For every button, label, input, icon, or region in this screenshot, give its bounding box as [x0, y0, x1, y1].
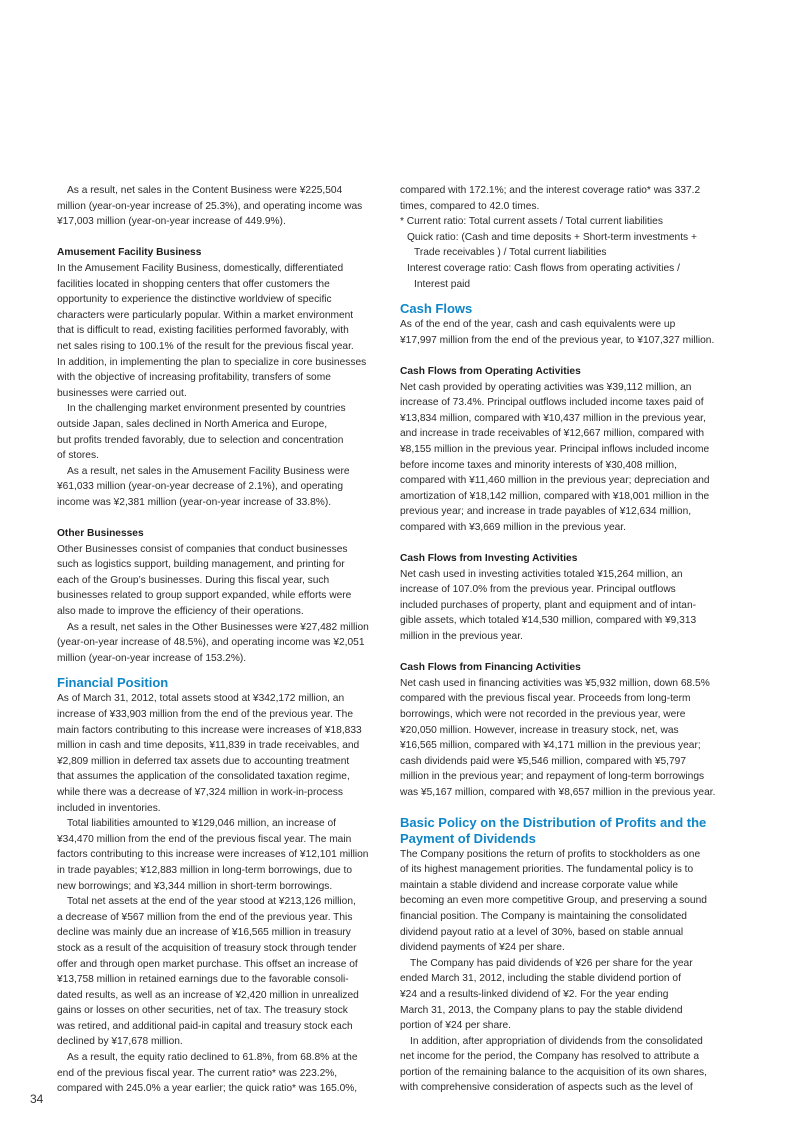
footnote-quick-ratio-cont: Trade receivables ) / Total current liabilities — [414, 247, 607, 259]
right-column — [400, 183, 722, 1096]
equity-ratio-paragraph: As a result, the equity ratio declined to 61.8%, from 68.8% at the end of the previous fiscal year. The current ratio* was 223.2%, compared with 245.0% a year earlier; the quick ratio* was 165.0%, — [57, 1052, 358, 1095]
left-column — [57, 183, 379, 1097]
amusement-facility-heading: Amusement Facility Business — [57, 247, 202, 259]
investing-activities-paragraph: Net cash used in investing activities totaled ¥15,264 million, an increase of 107.0% from the previous year. Principal outflows included purchases of property, plant and equipment and of intan- gible assets, which totaled ¥14,530 million, compared with ¥9,313 million in the previous year. — [400, 568, 697, 643]
ratio-footnote — [400, 214, 722, 292]
other-businesses-paragraph: Other Businesses consist of companies that conduct businesses such as logistics support, building management, and printing for each of the Group’s businesses. During this fiscal year, such businesses related to group support expanded, while efforts were also made to improve the efficiency of their operations. — [57, 543, 352, 618]
cash-flows-paragraph: As of the end of the year, cash and cash equivalents were up ¥17,997 million from the end of the previous year, to ¥107,327 million. — [400, 319, 715, 346]
total-assets-paragraph: As of March 31, 2012, total assets stood at ¥342,172 million, an increase of ¥33,903 million from the end of the previous year. The main factors contributing to this increase were increases of ¥18,833 million in cash and time deposits, ¥11,839 in trade receivables, and ¥2,809 million in deferred tax assets due to accounting treatment that assumes the application of the consolidated taxation regime, while there was a decrease of ¥7,324 million in work-in-process included in inventories. — [57, 693, 362, 814]
dividend-paid-paragraph: The Company has paid dividends of ¥26 per share for the year ended March 31, 2012, including the stable dividend portion of ¥24 and a results-linked dividend of ¥2. For the year ending March 31, 2013, the Company plans to pay the stable dividend portion of ¥24 per share. — [400, 957, 693, 1032]
total-liabilities-paragraph: Total liabilities amounted to ¥129,046 million, an increase of ¥34,470 million from the end of the previous fiscal year. The main factors contributing to this increase were increases of ¥12,101 million in trade payables; ¥12,883 million in long-term borrowings, due to new borrowings; and ¥3,344 million in short-term borrowings. — [57, 818, 369, 892]
other-businesses-heading: Other Businesses — [57, 528, 144, 540]
amusement-result-paragraph: As a result, net sales in the Amusement Facility Business were ¥61,033 million (year-on-year decrease of 2.1%), and operating income was ¥2,381 million (year-on-year increase of 33.8%). — [57, 465, 350, 508]
dividend-policy-paragraph: The Company positions the return of profits to stockholders as one of its highest management priorities. The fundamental policy is to maintain a stable dividend and increase corporate value while becoming an even more competitive Group, and preserving a sound financial position. The Company is maintaining the consolidated dividend payout ratio at a level of 30%, based on stable annual dividend payments of ¥24 per share. — [400, 848, 707, 954]
financial-position-heading: Financial Position — [57, 675, 169, 691]
financing-activities-heading: Cash Flows from Financing Activities — [400, 662, 581, 674]
operating-activities-heading: Cash Flows from Operating Activities — [400, 365, 581, 377]
dividend-policy-heading: Basic Policy on the Distribution of Profits and the Payment of Dividends — [400, 814, 707, 846]
financing-activities-paragraph: Net cash used in financing activities was ¥5,932 million, down 68.5% compared with the previous fiscal year. Proceeds from long-term borrowings, which were not recorded in the previous year, were ¥20,050 million. However, increase in treasury stock, net, was ¥16,565 million, compared with ¥4,171 million in the previous year; cash dividends paid were ¥5,546 million, compared with ¥5,797 million in the previous year; and repayment of long-term borrowings was ¥5,167 million, compared with ¥8,657 million in the previous year. — [400, 677, 716, 798]
amusement-facility-paragraph: In the Amusement Facility Business, domestically, differentiated facilities located in shopping centers that offer customers the opportunity to experience the distinctive worldview of specific characters were particularly popular. Within a market environment that is difficult to read, existing facilities performed favorably, with net sales rising to 100.1% of the result for the previous fiscal year. In addition, in implementing the plan to specialize in core businesses with the objective of increasing profitability, transfers of some businesses were carried out. — [57, 262, 367, 399]
ratio-continuation-paragraph: compared with 172.1%; and the interest coverage ratio* was 337.2 times, compared to 42.0 times. — [400, 185, 701, 212]
footnote-interest-coverage: Interest coverage ratio: Cash flows from operating activities / — [407, 262, 680, 274]
share-acquisition-paragraph: In addition, after appropriation of dividends from the consolidated net income for the period, the Company has resolved to attribute a portion of the remaining balance to the acquisition of its own shares, with comprehensive consideration of aspects such as the level of — [400, 1035, 707, 1094]
cash-flows-heading: Cash Flows — [400, 301, 473, 317]
footnote-current-ratio: * Current ratio: Total current assets / Total current liabilities — [400, 216, 663, 228]
operating-activities-paragraph: Net cash provided by operating activities was ¥39,112 million, an increase of 73.4%. Principal outflows included income taxes paid of ¥13,834 million, compared with ¥10,437 million in the previous year, and increase in trade receivables of ¥12,667 million, compared with ¥8,155 million in the previous year. Principal inflows included income before income taxes and minority interests of ¥30,408 million, compared with ¥11,460 million in the previous year; depreciation and amortization of ¥18,142 million, compared with ¥18,001 million in the previous year; and increase in trade payables of ¥12,634 million, compared with ¥3,669 million in the previous year. — [400, 381, 710, 533]
footnote-interest-coverage-cont: Interest paid — [414, 278, 471, 290]
investing-activities-heading: Cash Flows from Investing Activities — [400, 553, 578, 565]
net-assets-paragraph: Total net assets at the end of the year stood at ¥213,126 million, a decrease of ¥567 million from the end of the previous year. This decline was mainly due an increase of ¥16,565 million in treasury stock as a result of the acquisition of treasury stock through tender offer and through open market purchase. This offset an increase of ¥13,758 million in retained earnings due to the favorable consoli- dated results, as well as an increase of ¥2,420 million in unrealized gains or losses on other securities, net of tax. The treasury stock was retired, and additional paid-in capital and treasury stock each declined by ¥17,678 million. — [57, 896, 359, 1048]
amusement-overseas-paragraph: In the challenging market environment presented by countries outside Japan, sales declined in North America and Europe, but profits trended favorably, due to selection and concentration of stores. — [57, 403, 346, 462]
other-businesses-result-paragraph: As a result, net sales in the Other Businesses were ¥27,482 million (year-on-year increase of 48.5%), and operating income was ¥2,051 million (year-on-year increase of 153.2%). — [57, 621, 369, 664]
footnote-quick-ratio: Quick ratio: (Cash and time deposits + Short-term investments + — [407, 231, 697, 243]
page-number: 34 — [30, 1092, 44, 1106]
content-business-result-paragraph: As a result, net sales in the Content Business were ¥225,504 million (year-on-year increase of 25.3%), and operating income was ¥17,003 million (year-on-year increase of 449.9%). — [57, 185, 363, 228]
